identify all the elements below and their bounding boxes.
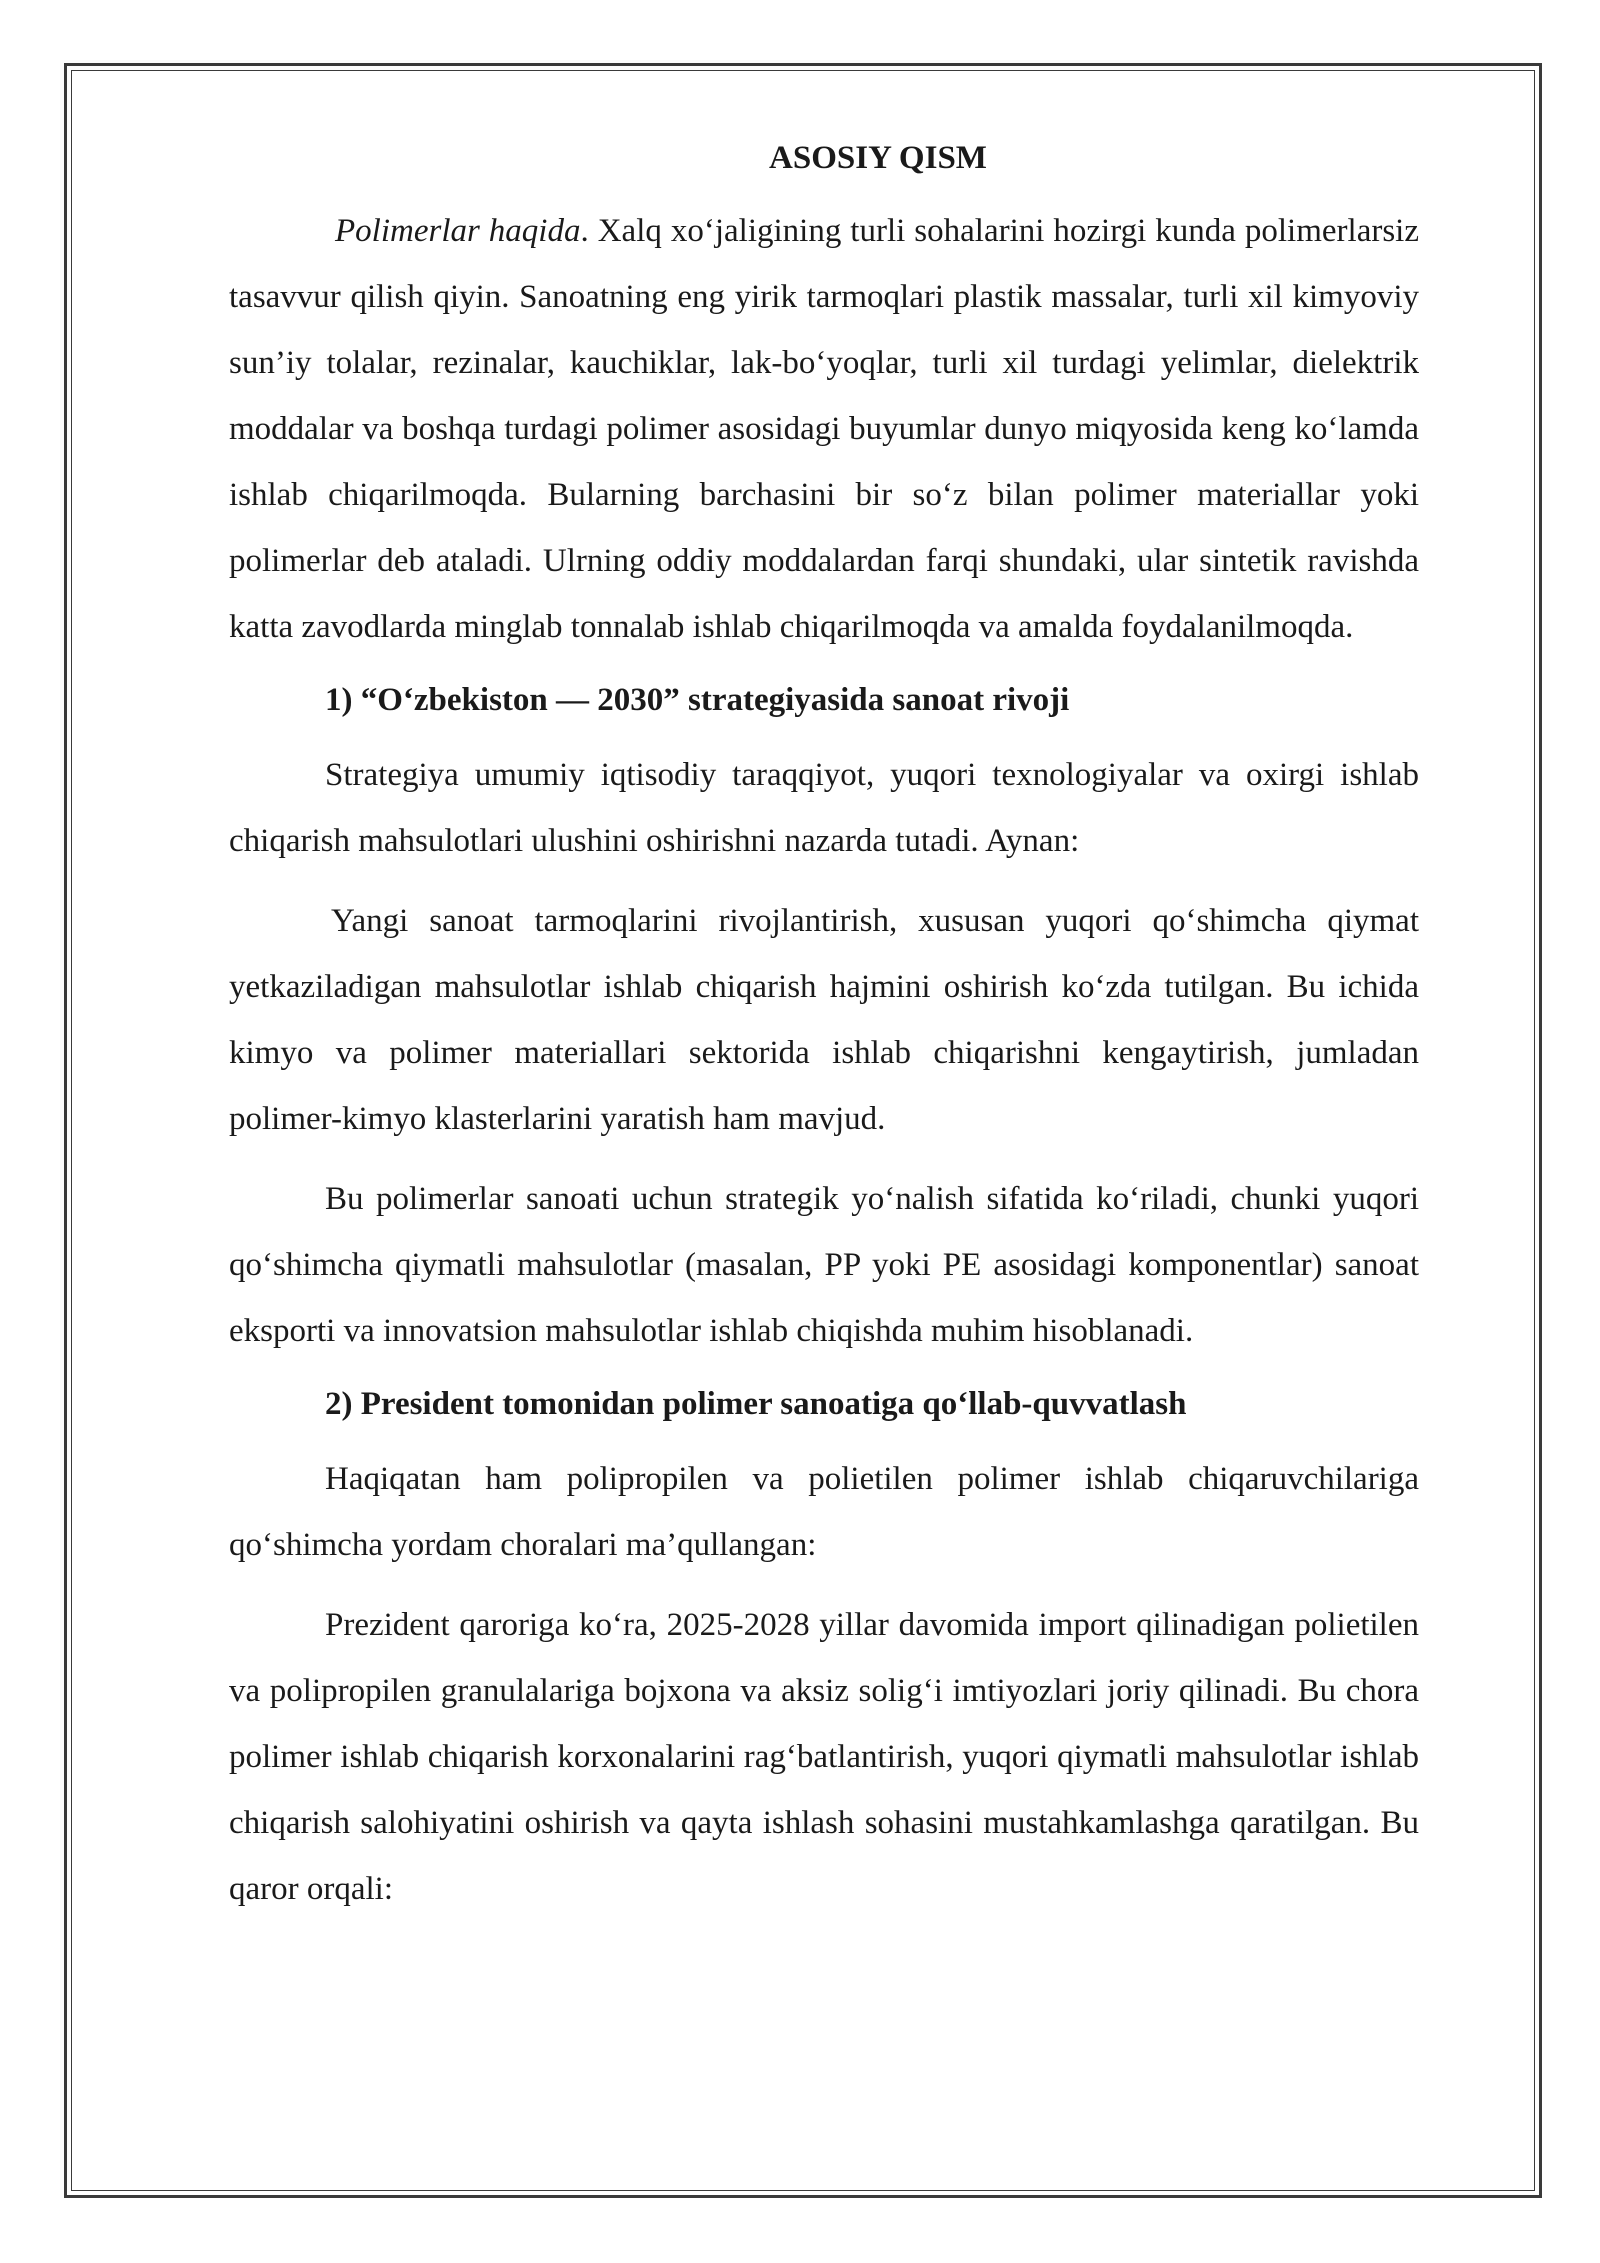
document-title: ASOSIY QISM <box>769 140 987 176</box>
section-1-paragraph: Yangi sanoat tarmoqlarini rivojlantirish, xususan yuqori qo‘shimcha qiymat yetkaziladigan mahsulotlar ishlab chiqarish hajmini oshirish ko‘zda tutilgan. Bu ichida kimyo va polimer materiallari sektorida ishlab chiqarishni kengaytirish, jumladan polimer-kimyo klasterlarini yaratish ham mavjud. <box>229 903 1419 1137</box>
section-1-paragraph: Strategiya umumiy iqtisodiy taraqqiyot, yuqori texnologiyalar va oxirgi ishlab chiqarish mahsulotlari ulushini oshirishni nazarda tutadi. Aynan: <box>229 757 1419 859</box>
intro-lead: Polimerlar haqida <box>335 213 581 249</box>
section-1-heading: 1) “O‘zbekiston — 2030” strategiyasida sanoat rivoji <box>325 682 1070 718</box>
intro-paragraph <box>229 198 1419 660</box>
document-body <box>229 138 1419 1922</box>
section-2-paragraph: Prezident qaroriga ko‘ra, 2025-2028 yillar davomida import qilinadigan polietilen va polipropilen granulalariga bojxona va aksiz solig‘i imtiyozlari joriy qilinadi. Bu chora polimer ishlab chiqarish korxonalarini rag‘batlantirish, yuqori qiymatli mahsulotlar ishlab chiqarish salohiyatini oshirish va qayta ishlash sohasini mustahkamlashga qaratilgan. Bu qaror orqali: <box>229 1607 1419 1907</box>
section-2-heading: 2) President tomonidan polimer sanoatiga qo‘llab-quvvatlash <box>325 1386 1187 1422</box>
intro-text: . Xalq xo‘jaligining turli sohalarini hozirgi kunda polimerlarsiz tasavvur qilish qiyin. Sanoatning eng yirik tarmoqlari plastik massalar, turli xil kimyoviy sun’iy tolalar, rezinalar, kauchiklar, lak-bo‘yoqlar, turli xil turdagi yelimlar, dielektrik moddalar va boshqa turdagi polimer asosidagi buyumlar dunyo miqyosida keng ko‘lamda ishlab chiqarilmoqda. Bularning barchasini bir so‘z bilan polimer materiallar yoki polimerlar deb ataladi. Ulrning oddiy moddalardan farqi shundaki, ular sintetik ravishda katta zavodlarda minglab tonnalab ishlab chiqarilmoqda va amalda foydalanilmoqda. <box>229 213 1419 645</box>
section-2-paragraph: Haqiqatan ham polipropilen va polietilen polimer ishlab chiqaruvchilariga qo‘shimcha yordam choralari ma’qullangan: <box>229 1461 1419 1563</box>
section-1-paragraph: Bu polimerlar sanoati uchun strategik yo‘nalish sifatida ko‘riladi, chunki yuqori qo‘shimcha qiymatli mahsulotlar (masalan, PP yoki PE asosidagi komponentlar) sanoat eksporti va innovatsion mahsulotlar ishlab chiqishda muhim hisoblanadi. <box>229 1181 1419 1349</box>
